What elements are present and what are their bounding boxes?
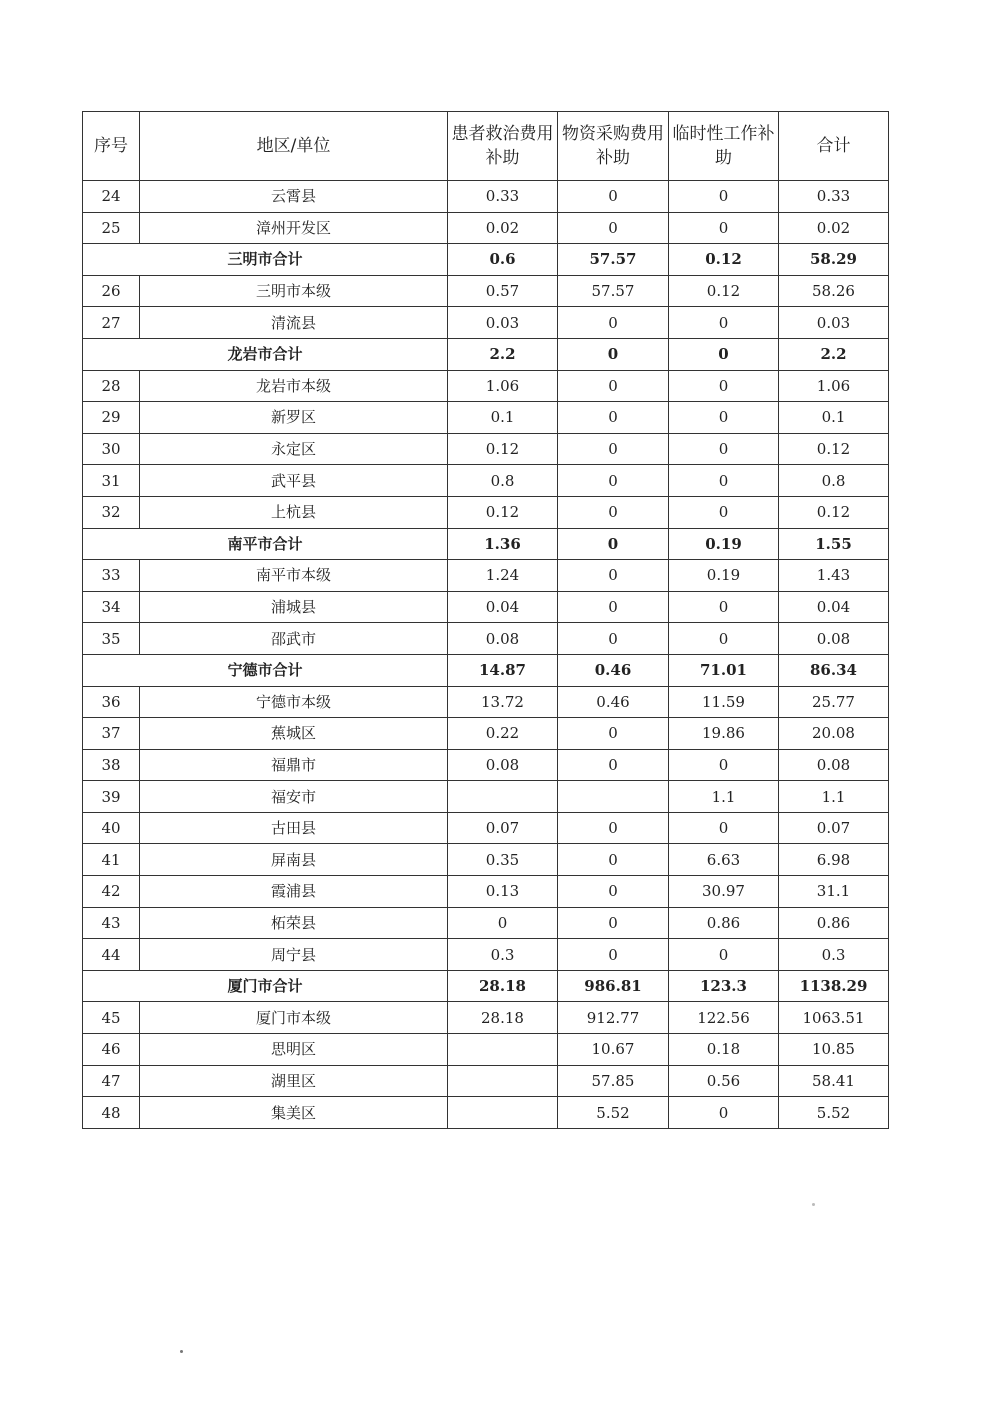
procurement-subsidy-cell: 0 (558, 623, 669, 655)
scan-dot (812, 1203, 815, 1206)
table-row (83, 465, 889, 497)
treatment-subsidy-cell (448, 1065, 558, 1097)
treatment-subsidy-cell (448, 1097, 558, 1129)
procurement-subsidy-cell: 0 (558, 528, 669, 560)
temporary-work-subsidy-cell: 0 (669, 1097, 779, 1129)
treatment-subsidy-cell: 0.08 (448, 623, 558, 655)
total-cell: 1138.29 (779, 970, 889, 1002)
total-cell: 1.1 (779, 781, 889, 813)
temporary-work-subsidy-cell: 30.97 (669, 876, 779, 908)
temporary-work-subsidy-cell: 0 (669, 939, 779, 971)
region-name-cell: 宁德市本级 (140, 686, 448, 718)
procurement-subsidy-cell: 0 (558, 402, 669, 434)
total-cell: 0.08 (779, 749, 889, 781)
subtotal-row (83, 654, 889, 686)
table-row (83, 181, 889, 213)
region-name-cell: 福鼎市 (140, 749, 448, 781)
total-cell: 0.04 (779, 591, 889, 623)
procurement-subsidy-cell: 0 (558, 307, 669, 339)
table-row (83, 623, 889, 655)
total-cell: 10.85 (779, 1034, 889, 1066)
region-name-cell: 永定区 (140, 433, 448, 465)
subtotal-name-cell: 厦门市合计 (83, 970, 448, 1002)
total-cell: 25.77 (779, 686, 889, 718)
treatment-subsidy-cell: 0.12 (448, 496, 558, 528)
region-name-cell: 屏南县 (140, 844, 448, 876)
procurement-subsidy-cell: 0 (558, 844, 669, 876)
row-number-cell: 29 (83, 402, 140, 434)
header-total: 合计 (779, 112, 889, 181)
subtotal-row (83, 970, 889, 1002)
total-cell: 20.08 (779, 718, 889, 750)
procurement-subsidy-cell: 0 (558, 876, 669, 908)
temporary-work-subsidy-cell: 0.19 (669, 528, 779, 560)
region-name-cell: 漳州开发区 (140, 212, 448, 244)
row-number-cell: 36 (83, 686, 140, 718)
region-name-cell: 上杭县 (140, 496, 448, 528)
temporary-work-subsidy-cell: 6.63 (669, 844, 779, 876)
temporary-work-subsidy-cell: 0.86 (669, 907, 779, 939)
subtotal-name-cell: 南平市合计 (83, 528, 448, 560)
table-row (83, 876, 889, 908)
header-no: 序号 (83, 112, 140, 181)
total-cell: 0.03 (779, 307, 889, 339)
region-name-cell: 霞浦县 (140, 876, 448, 908)
row-number-cell: 28 (83, 370, 140, 402)
table-row (83, 907, 889, 939)
table-row (83, 1002, 889, 1034)
table-row (83, 496, 889, 528)
treatment-subsidy-cell: 28.18 (448, 970, 558, 1002)
temporary-work-subsidy-cell: 11.59 (669, 686, 779, 718)
region-name-cell: 清流县 (140, 307, 448, 339)
procurement-subsidy-cell: 912.77 (558, 1002, 669, 1034)
row-number-cell: 38 (83, 749, 140, 781)
treatment-subsidy-cell: 1.36 (448, 528, 558, 560)
procurement-subsidy-cell (558, 781, 669, 813)
row-number-cell: 27 (83, 307, 140, 339)
total-cell: 58.41 (779, 1065, 889, 1097)
treatment-subsidy-cell: 0.02 (448, 212, 558, 244)
total-cell: 86.34 (779, 654, 889, 686)
temporary-work-subsidy-cell: 0.12 (669, 244, 779, 276)
row-number-cell: 35 (83, 623, 140, 655)
procurement-subsidy-cell: 0 (558, 370, 669, 402)
treatment-subsidy-cell: 0.12 (448, 433, 558, 465)
total-cell: 0.8 (779, 465, 889, 497)
procurement-subsidy-cell: 0 (558, 907, 669, 939)
table-row (83, 686, 889, 718)
temporary-work-subsidy-cell: 0 (669, 623, 779, 655)
procurement-subsidy-cell: 57.85 (558, 1065, 669, 1097)
procurement-subsidy-cell: 0 (558, 181, 669, 213)
temporary-work-subsidy-cell: 122.56 (669, 1002, 779, 1034)
row-number-cell: 26 (83, 275, 140, 307)
subtotal-row (83, 338, 889, 370)
region-name-cell: 南平市本级 (140, 560, 448, 592)
row-number-cell: 37 (83, 718, 140, 750)
temporary-work-subsidy-cell: 0.18 (669, 1034, 779, 1066)
treatment-subsidy-cell: 0.08 (448, 749, 558, 781)
subtotal-name-cell: 龙岩市合计 (83, 338, 448, 370)
treatment-subsidy-cell: 0.33 (448, 181, 558, 213)
temporary-work-subsidy-cell: 0 (669, 496, 779, 528)
region-name-cell: 集美区 (140, 1097, 448, 1129)
treatment-subsidy-cell (448, 781, 558, 813)
treatment-subsidy-cell: 14.87 (448, 654, 558, 686)
table-row (83, 433, 889, 465)
treatment-subsidy-cell: 0.22 (448, 718, 558, 750)
total-cell: 6.98 (779, 844, 889, 876)
treatment-subsidy-cell: 0.6 (448, 244, 558, 276)
table-row (83, 749, 889, 781)
procurement-subsidy-cell: 0.46 (558, 654, 669, 686)
region-name-cell: 湖里区 (140, 1065, 448, 1097)
table-row (83, 275, 889, 307)
row-number-cell: 31 (83, 465, 140, 497)
procurement-subsidy-cell: 0 (558, 496, 669, 528)
row-number-cell: 41 (83, 844, 140, 876)
table-row (83, 781, 889, 813)
procurement-subsidy-cell: 0 (558, 433, 669, 465)
scan-dot (180, 1350, 183, 1353)
treatment-subsidy-cell: 0 (448, 907, 558, 939)
region-name-cell: 邵武市 (140, 623, 448, 655)
total-cell: 0.3 (779, 939, 889, 971)
region-name-cell: 厦门市本级 (140, 1002, 448, 1034)
procurement-subsidy-cell: 0 (558, 812, 669, 844)
temporary-work-subsidy-cell: 71.01 (669, 654, 779, 686)
total-cell: 0.08 (779, 623, 889, 655)
treatment-subsidy-cell: 1.24 (448, 560, 558, 592)
procurement-subsidy-cell: 0 (558, 718, 669, 750)
total-cell: 0.86 (779, 907, 889, 939)
temporary-work-subsidy-cell: 0 (669, 812, 779, 844)
table-row (83, 718, 889, 750)
row-number-cell: 24 (83, 181, 140, 213)
subtotal-row (83, 528, 889, 560)
region-name-cell: 浦城县 (140, 591, 448, 623)
temporary-work-subsidy-cell: 0 (669, 307, 779, 339)
treatment-subsidy-cell: 0.1 (448, 402, 558, 434)
region-name-cell: 福安市 (140, 781, 448, 813)
procurement-subsidy-cell: 0 (558, 338, 669, 370)
temporary-work-subsidy-cell: 0 (669, 591, 779, 623)
table-row (83, 591, 889, 623)
region-name-cell: 新罗区 (140, 402, 448, 434)
row-number-cell: 34 (83, 591, 140, 623)
header-treatment: 患者救治费用补助 (448, 112, 558, 181)
row-number-cell: 47 (83, 1065, 140, 1097)
total-cell: 1063.51 (779, 1002, 889, 1034)
table-header (83, 112, 889, 181)
header-row (83, 112, 889, 181)
row-number-cell: 48 (83, 1097, 140, 1129)
row-number-cell: 32 (83, 496, 140, 528)
row-number-cell: 25 (83, 212, 140, 244)
header-temporary: 临时性工作补助 (669, 112, 779, 181)
row-number-cell: 40 (83, 812, 140, 844)
total-cell: 58.26 (779, 275, 889, 307)
table-row (83, 1065, 889, 1097)
procurement-subsidy-cell: 0 (558, 560, 669, 592)
row-number-cell: 45 (83, 1002, 140, 1034)
treatment-subsidy-cell: 0.3 (448, 939, 558, 971)
region-name-cell: 柘荣县 (140, 907, 448, 939)
treatment-subsidy-cell: 0.8 (448, 465, 558, 497)
row-number-cell: 33 (83, 560, 140, 592)
temporary-work-subsidy-cell: 19.86 (669, 718, 779, 750)
procurement-subsidy-cell: 0 (558, 212, 669, 244)
row-number-cell: 42 (83, 876, 140, 908)
temporary-work-subsidy-cell: 0.12 (669, 275, 779, 307)
procurement-subsidy-cell: 0 (558, 591, 669, 623)
treatment-subsidy-cell: 13.72 (448, 686, 558, 718)
table-row (83, 1034, 889, 1066)
procurement-subsidy-cell: 10.67 (558, 1034, 669, 1066)
subtotal-row (83, 244, 889, 276)
region-name-cell: 思明区 (140, 1034, 448, 1066)
treatment-subsidy-cell: 0.35 (448, 844, 558, 876)
treatment-subsidy-cell: 28.18 (448, 1002, 558, 1034)
region-name-cell: 古田县 (140, 812, 448, 844)
temporary-work-subsidy-cell: 1.1 (669, 781, 779, 813)
total-cell: 58.29 (779, 244, 889, 276)
treatment-subsidy-cell: 1.06 (448, 370, 558, 402)
total-cell: 0.07 (779, 812, 889, 844)
procurement-subsidy-cell: 0 (558, 465, 669, 497)
region-name-cell: 三明市本级 (140, 275, 448, 307)
subtotal-name-cell: 宁德市合计 (83, 654, 448, 686)
temporary-work-subsidy-cell: 0.56 (669, 1065, 779, 1097)
temporary-work-subsidy-cell: 0 (669, 181, 779, 213)
total-cell: 0.1 (779, 402, 889, 434)
row-number-cell: 30 (83, 433, 140, 465)
region-name-cell: 周宁县 (140, 939, 448, 971)
subtotal-name-cell: 三明市合计 (83, 244, 448, 276)
treatment-subsidy-cell (448, 1034, 558, 1066)
procurement-subsidy-cell: 0.46 (558, 686, 669, 718)
procurement-subsidy-cell: 57.57 (558, 244, 669, 276)
table-row (83, 812, 889, 844)
temporary-work-subsidy-cell: 0 (669, 338, 779, 370)
header-procurement: 物资采购费用补助 (558, 112, 669, 181)
table-row (83, 370, 889, 402)
table-row (83, 307, 889, 339)
temporary-work-subsidy-cell: 0 (669, 749, 779, 781)
procurement-subsidy-cell: 57.57 (558, 275, 669, 307)
temporary-work-subsidy-cell: 0 (669, 370, 779, 402)
temporary-work-subsidy-cell: 0 (669, 212, 779, 244)
table-row (83, 1097, 889, 1129)
treatment-subsidy-cell: 0.57 (448, 275, 558, 307)
region-name-cell: 武平县 (140, 465, 448, 497)
table-row (83, 844, 889, 876)
treatment-subsidy-cell: 2.2 (448, 338, 558, 370)
region-name-cell: 云霄县 (140, 181, 448, 213)
total-cell: 1.06 (779, 370, 889, 402)
table-row (83, 402, 889, 434)
row-number-cell: 46 (83, 1034, 140, 1066)
procurement-subsidy-cell: 5.52 (558, 1097, 669, 1129)
temporary-work-subsidy-cell: 123.3 (669, 970, 779, 1002)
total-cell: 31.1 (779, 876, 889, 908)
region-name-cell: 龙岩市本级 (140, 370, 448, 402)
total-cell: 0.02 (779, 212, 889, 244)
table-body (83, 181, 889, 1129)
row-number-cell: 39 (83, 781, 140, 813)
procurement-subsidy-cell: 0 (558, 939, 669, 971)
row-number-cell: 43 (83, 907, 140, 939)
total-cell: 1.55 (779, 528, 889, 560)
total-cell: 1.43 (779, 560, 889, 592)
procurement-subsidy-cell: 986.81 (558, 970, 669, 1002)
total-cell: 0.12 (779, 496, 889, 528)
temporary-work-subsidy-cell: 0 (669, 465, 779, 497)
temporary-work-subsidy-cell: 0 (669, 402, 779, 434)
subsidy-table (82, 111, 889, 1129)
procurement-subsidy-cell: 0 (558, 749, 669, 781)
treatment-subsidy-cell: 0.03 (448, 307, 558, 339)
total-cell: 2.2 (779, 338, 889, 370)
temporary-work-subsidy-cell: 0.19 (669, 560, 779, 592)
row-number-cell: 44 (83, 939, 140, 971)
total-cell: 0.12 (779, 433, 889, 465)
temporary-work-subsidy-cell: 0 (669, 433, 779, 465)
table-row (83, 560, 889, 592)
region-name-cell: 蕉城区 (140, 718, 448, 750)
total-cell: 0.33 (779, 181, 889, 213)
table-row (83, 939, 889, 971)
total-cell: 5.52 (779, 1097, 889, 1129)
header-region: 地区/单位 (140, 112, 448, 181)
treatment-subsidy-cell: 0.07 (448, 812, 558, 844)
table-row (83, 212, 889, 244)
treatment-subsidy-cell: 0.13 (448, 876, 558, 908)
treatment-subsidy-cell: 0.04 (448, 591, 558, 623)
